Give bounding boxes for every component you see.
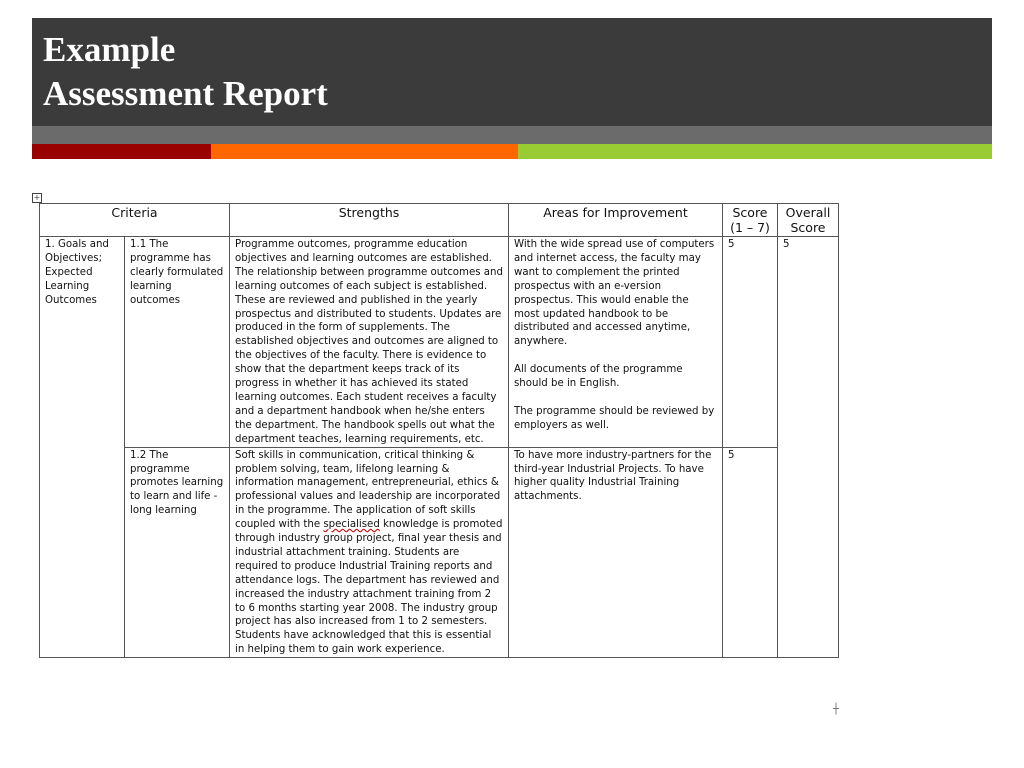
criterion-cell: 1. Goals and Objectives; Expected Learning Outcomes <box>40 237 125 658</box>
assessment-table <box>39 203 839 658</box>
table-end-marker-icon: ┼ <box>833 704 840 715</box>
strengths-text: Soft skills in communication, critical thinking & problem solving, team, lifelong learning & information management, entrepreneurial, ethics & professional values and leadership are incorporated in the programme. The application of soft skills coupled with the <box>235 449 501 531</box>
table-row <box>40 447 839 658</box>
header-strengths: Strengths <box>230 204 509 237</box>
stripe-green <box>518 144 992 159</box>
table-header-row <box>40 204 839 237</box>
stripe-red <box>32 144 211 159</box>
sub-criterion-cell: 1.1 The programme has clearly formulated learning outcomes <box>125 237 230 448</box>
score-cell: 5 <box>723 447 778 658</box>
slide-title <box>43 28 328 116</box>
score-cell: 5 <box>723 237 778 448</box>
stripe-orange <box>211 144 518 159</box>
table-move-handle-icon[interactable]: + <box>33 193 41 202</box>
areas-cell <box>509 237 723 448</box>
sub-criterion-cell: 1.2 The programme promotes learning to learn and life - long learning <box>125 447 230 658</box>
strengths-cell: Programme outcomes, programme education objectives and learning outcomes are established. The relationship between programme outcomes and learning outcomes of each subject is established. These are reviewed and published in the yearly prospectus and distributed to students. Updates are produced in the form of supplements. The established objectives and outcomes are aligned to the objectives of the faculty. There is evidence to show that the department keeps track of its progress in whether it has achieved its stated learning outcomes. Each student receives a faculty and a department handbook when he/she enters the department. The handbook spells out what the department teaches, learning requirements, etc. <box>230 237 509 448</box>
strengths-cell <box>230 447 509 658</box>
areas-paragraph: All documents of the programme should be in English. <box>514 364 683 390</box>
overall-score-cell: 5 <box>778 237 839 658</box>
areas-paragraph: With the wide spread use of computers and internet access, the faculty may want to complement the printed prospectus with an e-version prospectus. This would enable the most updated handbook to be distributed and accessed anytime, anywhere. <box>514 239 715 348</box>
title-bar <box>32 18 992 126</box>
spellcheck-marked-word: specialised <box>323 519 380 531</box>
areas-cell <box>509 447 723 658</box>
areas-paragraph: The programme should be reviewed by employers as well. <box>514 405 715 431</box>
header-criteria: Criteria <box>40 204 230 237</box>
table-row <box>40 237 839 448</box>
header-overall-score: Overall Score <box>778 204 839 237</box>
header-score: Score (1 – 7) <box>723 204 778 237</box>
areas-paragraph: To have more industry-partners for the third-year Industrial Projects. To have higher quality Industrial Training attachments. <box>514 449 712 503</box>
strengths-text: knowledge is promoted through industry group project, final year thesis and industrial attachment training. Students are required to produce Industrial Training reports and attendance logs. The department has reviewed and increased the industry attachment training from 2 to 6 months starting year 2008. The industry group project has also increased from 1 to 2 semesters. Students have acknowledged that this is essential in helping them to gain work experience. <box>235 519 503 656</box>
title-line-2: Assessment Report <box>43 74 328 113</box>
header-areas-for-improvement: Areas for Improvement <box>509 204 723 237</box>
title-line-1: Example <box>43 30 176 69</box>
gray-strip <box>32 126 992 144</box>
